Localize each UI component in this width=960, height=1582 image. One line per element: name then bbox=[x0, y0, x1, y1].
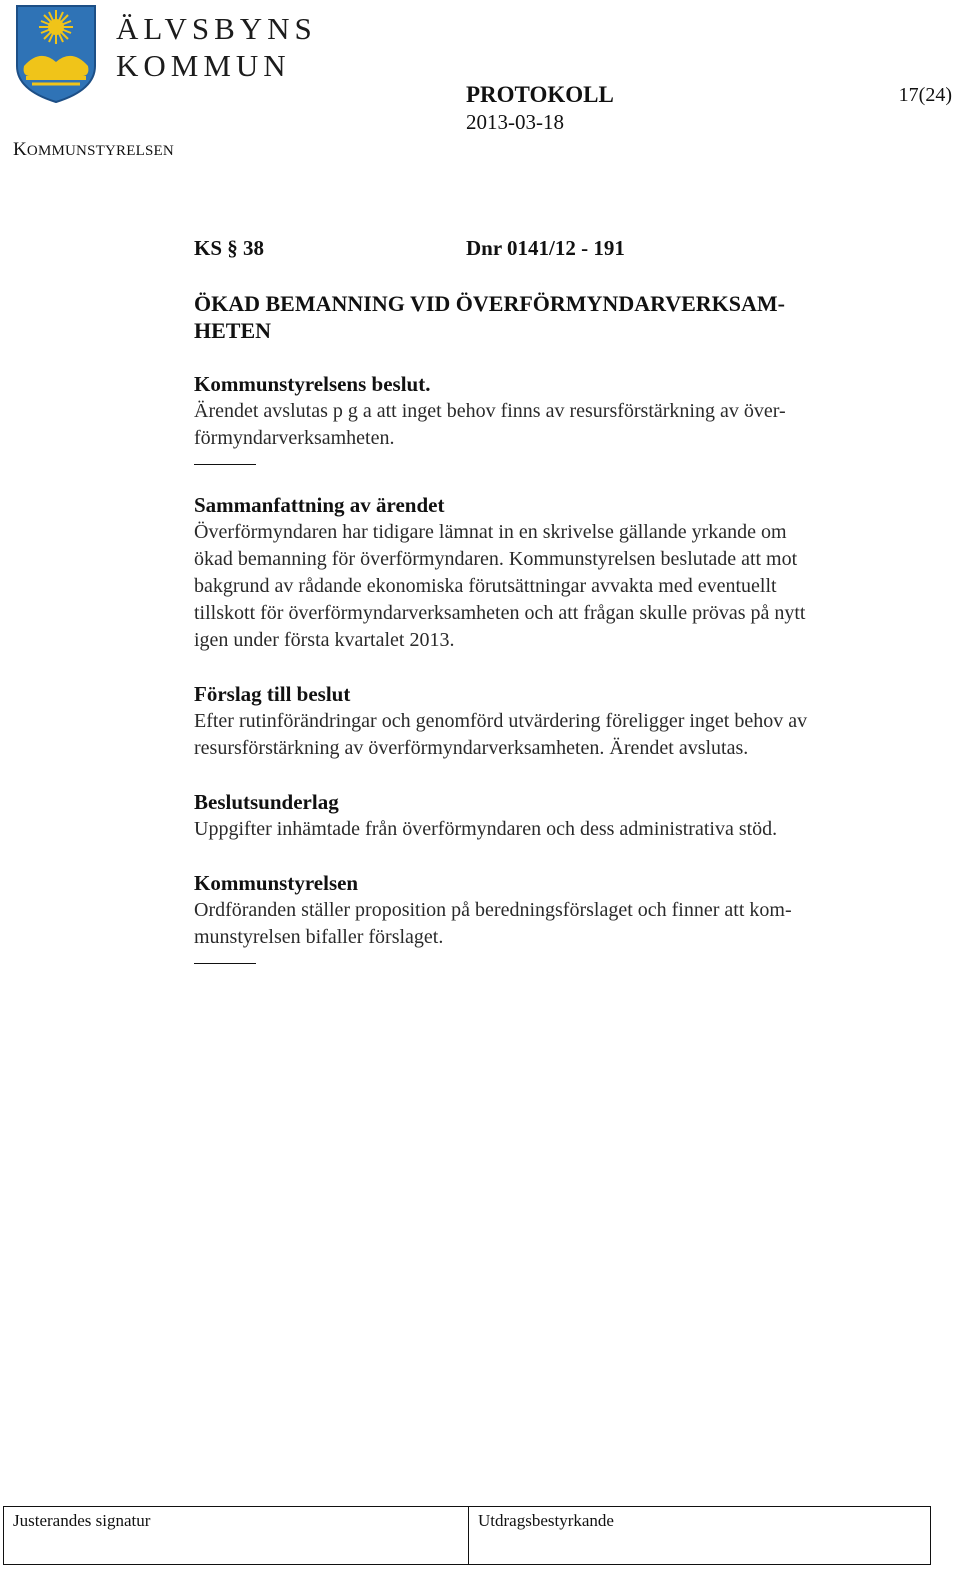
board-text-line: Ordföranden ställer proposition på beredningsförslaget och finner att kom- bbox=[194, 899, 792, 921]
decision-text-line: Ärendet avslutas p g a att inget behov finns av resursförstärkning av över- bbox=[194, 400, 786, 422]
department-rest: OMMUNSTYRELSEN bbox=[26, 143, 174, 159]
separator-line bbox=[194, 963, 256, 964]
diary-number: Dnr 0141/12 - 191 bbox=[466, 236, 625, 260]
summary-text-line: Överförmyndaren har tidigare lämnat in en skrivelse gällande yrkande om bbox=[194, 521, 787, 543]
basis-text bbox=[194, 816, 924, 843]
proposal-text-line: Efter rutinförändringar och genomförd utvärdering föreligger inget behov av bbox=[194, 710, 808, 732]
case-title-line2: HETEN bbox=[194, 318, 272, 343]
decision-text bbox=[194, 398, 924, 452]
board-text-line: munstyrelsen bifaller förslaget. bbox=[194, 926, 444, 948]
municipality-name-line2: KOMMUN bbox=[116, 48, 291, 83]
signature-box-divider bbox=[468, 1507, 469, 1564]
protocol-content bbox=[194, 236, 924, 964]
signature-box bbox=[3, 1506, 931, 1565]
summary-text bbox=[194, 519, 924, 654]
summary-text-line: ökad bemanning för överförmyndaren. Kommunstyrelsen beslutade att mot bbox=[194, 548, 798, 570]
department-name bbox=[13, 139, 174, 161]
summary-text-line: bakgrund av rådande ekonomiska förutsättningar avvakta med eventuellt bbox=[194, 575, 777, 597]
department-initial: K bbox=[13, 139, 27, 160]
document-date: 2013-03-18 bbox=[466, 110, 564, 134]
coat-of-arms-icon bbox=[14, 4, 98, 104]
decision-heading: Kommunstyrelsens beslut. bbox=[194, 372, 431, 396]
case-title bbox=[194, 290, 924, 344]
page-number: 17(24) bbox=[898, 84, 952, 106]
municipality-name-line1: ÄLVSBYNS bbox=[116, 11, 317, 46]
adjuster-signature-label: Justerandes signatur bbox=[13, 1511, 151, 1530]
extract-certification-label: Utdragsbestyrkande bbox=[478, 1511, 614, 1530]
proposal-text bbox=[194, 708, 924, 762]
proposal-heading: Förslag till beslut bbox=[194, 682, 351, 706]
basis-heading: Beslutsunderlag bbox=[194, 790, 339, 814]
summary-text-line: igen under första kvartalet 2013. bbox=[194, 629, 455, 651]
document-type: PROTOKOLL bbox=[466, 82, 614, 107]
case-title-line1: ÖKAD BEMANNING VID ÖVERFÖRMYNDARVERKSAM- bbox=[194, 291, 785, 316]
proposal-text-line: resursförstärkning av överförmyndarverksamheten. Ärendet avslutas. bbox=[194, 737, 749, 759]
case-reference-row bbox=[194, 236, 924, 266]
summary-heading: Sammanfattning av ärendet bbox=[194, 493, 445, 517]
basis-text-line: Uppgifter inhämtade från överförmyndaren och dess administrativa stöd. bbox=[194, 818, 778, 840]
municipality-name bbox=[116, 10, 317, 84]
board-heading: Kommunstyrelsen bbox=[194, 871, 359, 895]
board-text bbox=[194, 897, 924, 951]
decision-text-line: förmyndarverksamheten. bbox=[194, 427, 395, 449]
summary-text-line: tillskott för överförmyndarverksamheten och att frågan skulle prövas på nytt bbox=[194, 602, 806, 624]
paragraph-reference: KS § 38 bbox=[194, 236, 265, 260]
